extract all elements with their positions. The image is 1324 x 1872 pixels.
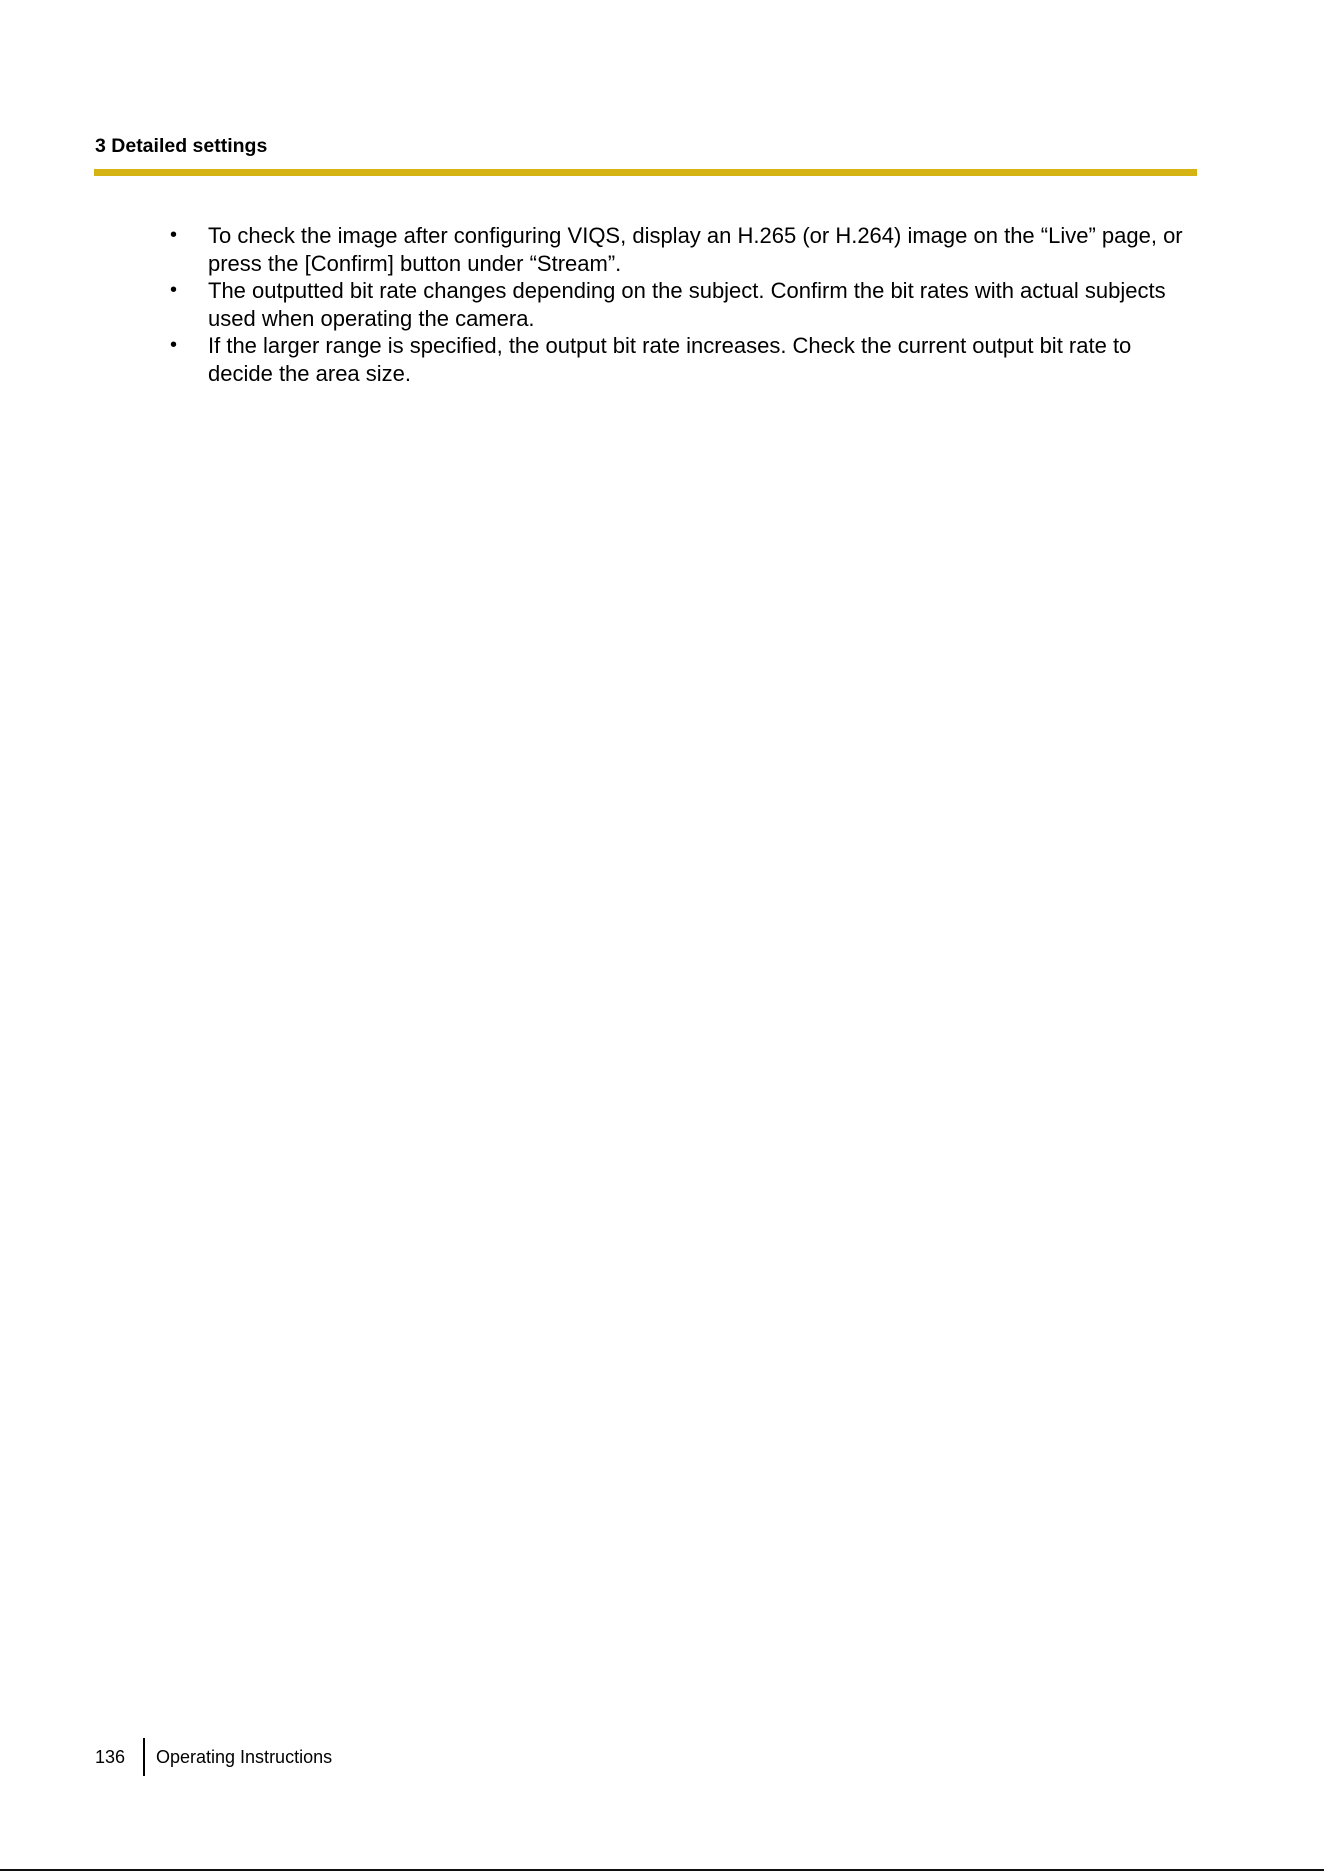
- bullet-icon: •: [170, 224, 178, 246]
- note-item: [167, 222, 1202, 277]
- bottom-border: [0, 1869, 1324, 1871]
- note-text: If the larger range is specified, the output bit rate increases. Check the current output bit rate to decide the area size.: [208, 333, 1132, 386]
- page-footer: [95, 1738, 332, 1776]
- footer-divider: [143, 1738, 145, 1776]
- note-item: [167, 277, 1202, 332]
- note-text: To check the image after configuring VIQS, display an H.265 (or H.264) image on the “Live” page, or press the [Confirm] button under “Stream”.: [208, 223, 1183, 276]
- bullet-icon: •: [170, 279, 178, 301]
- bullet-icon: •: [170, 334, 178, 356]
- document-name: Operating Instructions: [156, 1746, 333, 1767]
- section-title-rule: [94, 169, 1197, 176]
- note-item: [167, 332, 1202, 387]
- note-text: The outputted bit rate changes depending on the subject. Confirm the bit rates with actual subjects used when operating the camera.: [208, 278, 1166, 331]
- section-title: 3 Detailed settings: [95, 135, 268, 157]
- notes-list: [167, 222, 1202, 387]
- page-number: 136: [95, 1746, 126, 1767]
